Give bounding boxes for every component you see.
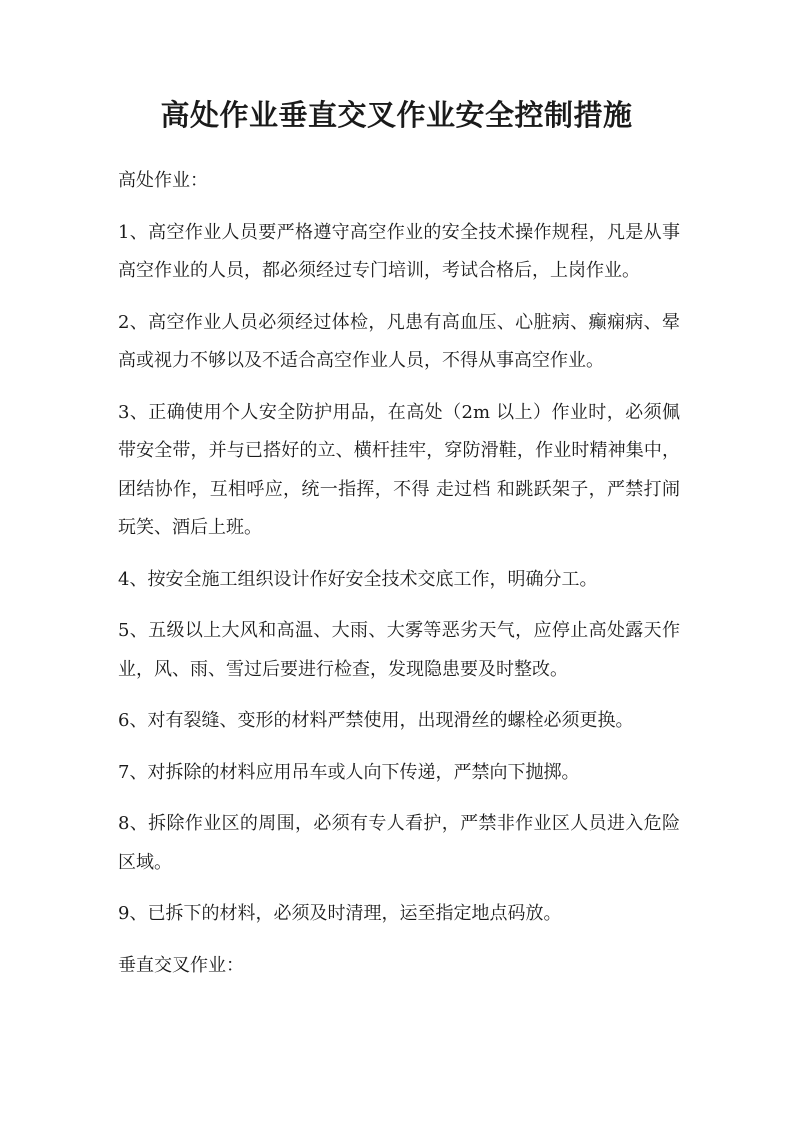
rule-item-4: 4、按安全施工组织设计作好安全技术交底工作，明确分工。 [118,568,598,590]
rule-item-7: 7、对拆除的材料应用吊车或人向下传递，严禁向下抛掷。 [118,761,580,783]
document-title: 高处作业垂直交叉作业安全控制措施 [160,98,633,132]
rule-item-6: 6、对有裂缝、变形的材料严禁使用，出现滑丝的螺栓必须更换。 [118,710,634,731]
rule-item-9: 9、已拆下的材料，必须及时清理，运至指定地点码放。 [118,903,562,924]
rule-item-3: 3、正确使用个人安全防护用品，在高处（2m 以上）作业时，必须佩带安全带，并与已搭好的立、横杆挂牢，穿防滑鞋，作业时精神集中，团结协作，互相呼应，统一指挥，不得 走过档 和跳跃架子，严禁打闹玩笑、酒后上班。 [118,401,680,538]
section-heading-high-work: 高处作业： [118,170,208,191]
rule-item-8: 8、拆除作业区的周围，必须有专人看护，严禁非作业区人员进入危险区域。 [118,813,680,873]
rule-item-2: 2、高空作业人员必须经过体检，凡患有高血压、心脏病、癫痫病、晕高或视力不够以及不适合高空作业人员，不得从事高空作业。 [118,311,680,371]
section-heading-vertical-work: 垂直交叉作业： [118,954,244,976]
document-body [118,162,680,998]
rule-item-1: 1、高空作业人员要严格遵守高空作业的安全技术操作规程，凡是从事高空作业的人员，都必须经过专门培训，考试合格后，上岗作业。 [118,221,680,281]
rule-item-5: 5、五级以上大风和高温、大雨、大雾等恶劣天气，应停止高处露天作业，风、雨、雪过后要进行检查，发现隐患要及时整改。 [118,620,680,680]
